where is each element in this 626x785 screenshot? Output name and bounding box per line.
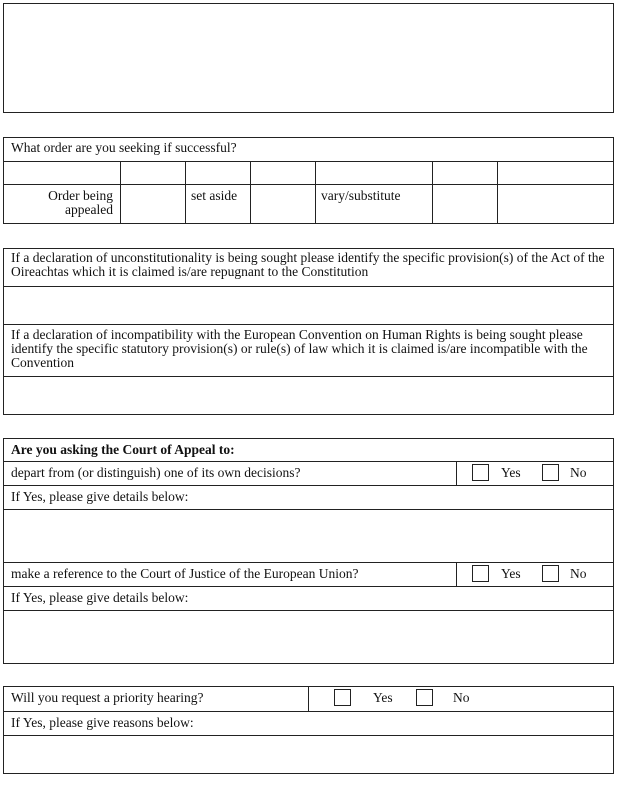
cjeu-reference-details-label: If Yes, please give details below:: [11, 590, 189, 605]
order-sought-table: [3, 137, 614, 224]
depart-decisions-details-field[interactable]: [4, 510, 613, 562]
cjeu-reference-no-label: No: [570, 566, 587, 581]
vary-substitute-cell[interactable]: [433, 185, 497, 223]
priority-hearing-yes-checkbox[interactable]: [334, 689, 351, 706]
top-text-area[interactable]: [3, 3, 614, 113]
option-order-being-appealed-line2: appealed: [65, 202, 113, 217]
option-set-aside: set aside: [191, 188, 238, 203]
option-vary-substitute: vary/substitute: [321, 188, 401, 203]
depart-decisions-no-checkbox[interactable]: [542, 464, 559, 481]
set-aside-cell[interactable]: [251, 185, 315, 223]
depart-decisions-question: depart from (or distinguish) one of its own decisions?: [11, 465, 301, 480]
incompatibility-prompt: If a declaration of incompatibility with the European Convention on Human Rights is being sought please identify the specific statutory provision(s) or rule(s) of law which it is claimed is/are incompatible with the Convention: [11, 327, 588, 370]
cjeu-reference-yes-checkbox[interactable]: [472, 565, 489, 582]
priority-hearing-reasons-field[interactable]: [4, 736, 613, 773]
cjeu-reference-yes-label: Yes: [501, 566, 521, 581]
priority-hearing-question: Will you request a priority hearing?: [11, 690, 204, 705]
column-divider: [456, 461, 457, 485]
table-column-divider: [497, 161, 498, 223]
declarations-section: [3, 248, 614, 415]
court-of-appeal-heading: Are you asking the Court of Appeal to:: [11, 442, 235, 457]
order-being-appealed-cell[interactable]: [121, 185, 185, 223]
cjeu-reference-no-checkbox[interactable]: [542, 565, 559, 582]
depart-decisions-details-label: If Yes, please give details below:: [11, 489, 189, 504]
depart-decisions-yes-label: Yes: [501, 465, 521, 480]
unconstitutionality-answer-field[interactable]: [4, 287, 613, 324]
unconstitutionality-prompt: If a declaration of unconstitutionality is being sought please identify the specific provision(s) of the Act of the Oireachtas which it is claimed is/are repugnant to the Constitution: [11, 250, 605, 279]
column-divider: [308, 687, 309, 711]
row-divider: [4, 485, 613, 486]
depart-decisions-yes-checkbox[interactable]: [472, 464, 489, 481]
row-divider: [4, 324, 613, 325]
priority-hearing-no-checkbox[interactable]: [416, 689, 433, 706]
table-column-divider: [185, 161, 186, 223]
row-divider: [4, 461, 613, 462]
court-of-appeal-section: [3, 438, 614, 664]
cjeu-reference-question: make a reference to the Court of Justice of the European Union?: [11, 566, 359, 581]
option-order-being-appealed-line1: Order being: [48, 188, 113, 203]
incompatibility-answer-field[interactable]: [4, 377, 613, 414]
priority-hearing-reasons-label: If Yes, please give reasons below:: [11, 715, 194, 730]
row-divider: [4, 562, 613, 563]
order-sought-question: What order are you seeking if successful?: [11, 140, 237, 155]
table-column-divider: [315, 161, 316, 223]
row-divider: [4, 586, 613, 587]
priority-hearing-no-label: No: [453, 690, 470, 705]
row-divider: [4, 711, 613, 712]
depart-decisions-no-label: No: [570, 465, 587, 480]
priority-hearing-yes-label: Yes: [373, 690, 393, 705]
column-divider: [456, 562, 457, 586]
cjeu-reference-details-field[interactable]: [4, 611, 613, 663]
priority-hearing-section: [3, 686, 614, 774]
